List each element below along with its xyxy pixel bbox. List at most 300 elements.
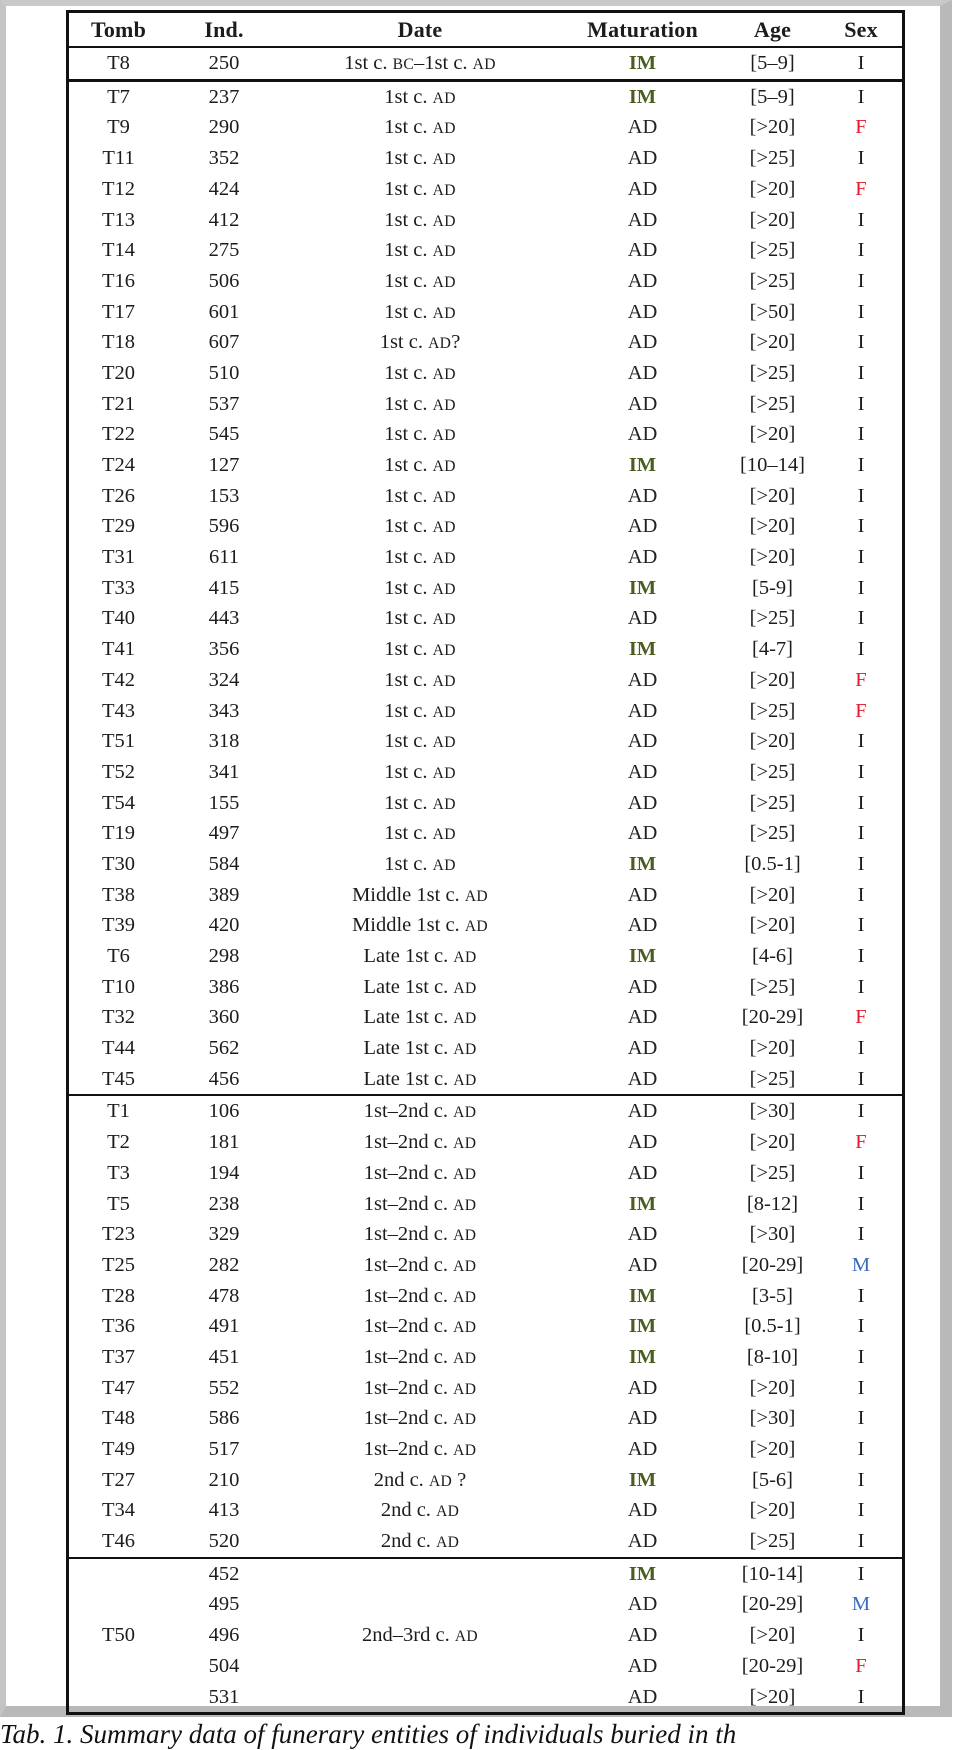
tomb-cell: T41: [101, 638, 136, 661]
age-cell: [5–9]: [750, 52, 795, 75]
sex-cell: I: [857, 1468, 865, 1491]
age-cell: [20-29]: [741, 1006, 804, 1029]
date-cell: [280, 1558, 560, 1590]
tomb-cell: T12: [101, 177, 136, 200]
ind-cell: 290: [208, 116, 240, 139]
ind-cell: 386: [208, 975, 240, 998]
table-row: [68, 47, 904, 80]
ind-cell: 510: [208, 361, 240, 384]
maturation-cell: AD: [627, 1161, 658, 1184]
table-row: [68, 1342, 904, 1373]
sex-cell: F: [855, 177, 867, 200]
tomb-cell: T6: [107, 945, 130, 968]
table-row: [68, 573, 904, 604]
table-section-1: [68, 47, 904, 80]
ind-cell: 127: [208, 454, 240, 477]
table-row: [68, 112, 904, 143]
sex-cell: I: [857, 1407, 865, 1430]
maturation-cell: AD: [627, 914, 658, 937]
maturation-cell: AD: [627, 1530, 658, 1553]
table-row: [68, 389, 904, 420]
table-row: [68, 419, 904, 450]
sex-cell: I: [857, 361, 865, 384]
sex-cell: F: [855, 116, 867, 139]
sex-cell: F: [855, 1131, 867, 1154]
date-cell: 1st c. AD: [384, 147, 456, 170]
small-caps-era: AD: [453, 1288, 477, 1306]
maturation-cell: AD: [627, 730, 658, 753]
table-row: [68, 1311, 904, 1342]
tomb-cell: T47: [101, 1376, 136, 1399]
age-cell: [>20]: [749, 730, 796, 753]
table-row: [68, 450, 904, 481]
sex-cell: I: [857, 760, 865, 783]
sex-cell: I: [857, 208, 865, 231]
small-caps-era: AD: [453, 1411, 477, 1429]
table-row: [68, 1127, 904, 1158]
sex-cell: I: [857, 1438, 865, 1461]
date-cell: 1st c. AD: [384, 300, 456, 323]
ind-cell: 584: [208, 852, 240, 875]
small-caps-era: AD: [432, 488, 456, 506]
maturation-cell: IM: [628, 945, 657, 968]
table-row: [68, 235, 904, 266]
age-cell: [>25]: [749, 822, 796, 845]
ind-cell: 415: [208, 576, 240, 599]
date-cell: Late 1st c. AD: [363, 1067, 477, 1090]
tomb-cell: T7: [107, 85, 130, 108]
ind-cell: 586: [208, 1407, 240, 1430]
date-cell: 1st c. AD: [384, 760, 456, 783]
tomb-cell: T2: [107, 1131, 130, 1154]
small-caps-era: AD: [432, 304, 456, 322]
table-row: [68, 80, 904, 112]
maturation-cell: IM: [628, 1284, 657, 1307]
tomb-cell: T18: [101, 331, 136, 354]
ind-cell: 298: [208, 945, 240, 968]
small-caps-era: AD: [453, 1071, 477, 1089]
small-caps-era: AD: [454, 1628, 478, 1646]
maturation-cell: AD: [627, 1253, 658, 1276]
maturation-cell: AD: [627, 116, 658, 139]
ind-cell: 275: [208, 239, 240, 262]
small-caps-era: AD: [432, 826, 456, 844]
sex-cell: I: [857, 607, 865, 630]
age-cell: [>20]: [749, 484, 796, 507]
small-caps-era: AD: [464, 887, 488, 905]
sex-cell: F: [855, 1006, 867, 1029]
small-caps-era: AD: [432, 580, 456, 598]
sex-cell: I: [857, 576, 865, 599]
date-cell: 1st–2nd c. AD: [363, 1284, 477, 1307]
small-caps-era: AD: [453, 1319, 477, 1337]
small-caps-era: AD: [453, 1010, 477, 1028]
sex-cell: I: [857, 883, 865, 906]
ind-cell: 520: [208, 1530, 240, 1553]
sex-cell: I: [857, 239, 865, 262]
ind-cell: 443: [208, 607, 240, 630]
date-cell: [280, 1589, 560, 1620]
table-row: [68, 818, 904, 849]
date-cell: 1st–2nd c. AD: [363, 1161, 477, 1184]
table-row: [68, 174, 904, 205]
tomb-cell: T43: [101, 699, 136, 722]
ind-cell: 496: [208, 1624, 240, 1647]
sex-cell: F: [855, 699, 867, 722]
sex-cell: I: [857, 392, 865, 415]
table-row: [68, 1281, 904, 1312]
ind-cell: 282: [208, 1253, 240, 1276]
table-row: [68, 481, 904, 512]
table-row: [68, 143, 904, 174]
maturation-cell: AD: [627, 546, 658, 569]
small-caps-era: AD: [453, 1227, 477, 1245]
sex-cell: I: [857, 484, 865, 507]
age-cell: [0.5-1]: [744, 1315, 801, 1338]
date-cell: 2nd c. AD: [380, 1499, 460, 1522]
ind-cell: 324: [208, 668, 240, 691]
small-caps-era: AD: [432, 273, 456, 291]
tomb-cell: T29: [101, 515, 136, 538]
tomb-cell: T28: [101, 1284, 136, 1307]
age-cell: [>25]: [749, 1530, 796, 1553]
date-cell: 1st c. AD?: [379, 331, 461, 354]
table-row: [68, 1158, 904, 1189]
column-header-date: Date: [397, 16, 443, 42]
ind-cell: 601: [208, 300, 240, 323]
tomb-cell: T45: [101, 1067, 136, 1090]
age-cell: [>25]: [749, 699, 796, 722]
maturation-cell: AD: [627, 1499, 658, 1522]
maturation-cell: AD: [627, 423, 658, 446]
date-cell: 1st–2nd c. AD: [363, 1100, 477, 1123]
age-cell: [>25]: [749, 239, 796, 262]
table-row: [68, 1465, 904, 1496]
small-caps-era: AD: [453, 949, 477, 967]
sex-cell: I: [857, 1685, 865, 1708]
date-cell: 1st c. AD: [384, 638, 456, 661]
ind-cell: 237: [208, 85, 240, 108]
ind-cell: 412: [208, 208, 240, 231]
date-cell: Late 1st c. AD: [363, 1006, 477, 1029]
small-caps-era: AD: [432, 120, 456, 138]
ind-cell: 607: [208, 331, 240, 354]
maturation-cell: AD: [627, 147, 658, 170]
table-section-2: [68, 80, 904, 1095]
table-header-row: [68, 12, 904, 48]
sex-cell: I: [857, 1624, 865, 1647]
maturation-cell: AD: [627, 331, 658, 354]
sex-cell: I: [857, 454, 865, 477]
ind-cell: 106: [208, 1100, 240, 1123]
table-row: [68, 297, 904, 328]
maturation-cell: AD: [627, 515, 658, 538]
table-row: [68, 1033, 904, 1064]
sex-cell: I: [857, 822, 865, 845]
table-row: [68, 1219, 904, 1250]
small-caps-era: AD: [428, 1472, 453, 1490]
tomb-cell: T14: [101, 239, 136, 262]
maturation-cell: IM: [628, 454, 657, 477]
age-cell: [>30]: [749, 1223, 796, 1246]
tomb-cell: T9: [107, 116, 130, 139]
date-cell: 1st c. AD: [384, 208, 456, 231]
maturation-cell: AD: [627, 668, 658, 691]
age-cell: [20-29]: [741, 1253, 804, 1276]
maturation-cell: AD: [627, 1376, 658, 1399]
maturation-cell: AD: [627, 484, 658, 507]
small-caps-era: AD: [432, 550, 456, 568]
maturation-cell: AD: [627, 822, 658, 845]
tomb-cell: T20: [101, 361, 136, 384]
small-caps-era: AD: [432, 89, 456, 107]
date-cell: 1st c. AD: [384, 822, 456, 845]
maturation-cell: AD: [627, 239, 658, 262]
date-cell: 1st c. AD: [384, 177, 456, 200]
date-cell: 1st–2nd c. AD: [363, 1376, 477, 1399]
tomb-cell: T21: [101, 392, 136, 415]
table-row: [68, 1434, 904, 1465]
table-row: [68, 1651, 904, 1682]
small-caps-era: AD: [432, 151, 456, 169]
ind-cell: 194: [208, 1161, 240, 1184]
maturation-cell: AD: [627, 1067, 658, 1090]
date-cell: Late 1st c. AD: [363, 1037, 477, 1060]
table-row: [68, 880, 904, 911]
tomb-cell: T17: [101, 300, 136, 323]
table-row: [68, 695, 904, 726]
date-cell: Late 1st c. AD: [363, 945, 477, 968]
ind-cell: 491: [208, 1315, 240, 1338]
column-header-sex: Sex: [844, 16, 878, 42]
table-row: [68, 1250, 904, 1281]
table-row: [68, 910, 904, 941]
tomb-cell: [68, 1558, 169, 1590]
table-row: [68, 1373, 904, 1404]
sex-cell: I: [857, 1161, 865, 1184]
date-cell: 1st c. AD: [384, 423, 456, 446]
small-caps-era: AD: [453, 1041, 477, 1059]
tomb-cell: T33: [101, 576, 136, 599]
age-cell: [>20]: [749, 515, 796, 538]
small-caps-era: AD: [453, 1442, 477, 1460]
small-caps-era: AD: [453, 1196, 477, 1214]
small-caps-era: AD: [428, 335, 452, 353]
ind-cell: 506: [208, 269, 240, 292]
ind-cell: 504: [208, 1654, 240, 1677]
date-cell: 1st–2nd c. AD: [363, 1315, 477, 1338]
tomb-cell: T19: [101, 822, 136, 845]
age-cell: [>20]: [749, 546, 796, 569]
table-row: [68, 1620, 904, 1651]
ind-cell: 343: [208, 699, 240, 722]
ind-cell: 360: [208, 1006, 240, 1029]
maturation-cell: AD: [627, 1438, 658, 1461]
date-cell: 1st c. AD: [384, 85, 456, 108]
date-cell: 1st c. AD: [384, 576, 456, 599]
age-cell: [>30]: [749, 1407, 796, 1430]
table-row: [68, 1558, 904, 1590]
date-cell: 1st c. AD: [384, 484, 456, 507]
small-caps-era: AD: [432, 856, 456, 874]
sex-cell: I: [857, 85, 865, 108]
small-caps-era: AD: [432, 611, 456, 629]
date-cell: 1st c. AD: [384, 699, 456, 722]
ind-cell: 250: [208, 52, 240, 75]
small-caps-era: AD: [432, 672, 456, 690]
ind-cell: 341: [208, 760, 240, 783]
age-cell: [>25]: [749, 1161, 796, 1184]
sex-cell: I: [857, 1223, 865, 1246]
tomb-cell: T8: [107, 52, 130, 75]
ind-cell: 352: [208, 147, 240, 170]
ind-cell: 329: [208, 1223, 240, 1246]
tomb-cell: T50: [101, 1624, 136, 1647]
small-caps-era: AD: [432, 365, 456, 383]
table-row: [68, 266, 904, 297]
tomb-cell: [68, 1651, 169, 1682]
age-cell: [>20]: [749, 883, 796, 906]
table-row: [68, 1002, 904, 1033]
small-caps-era: AD: [432, 243, 456, 261]
maturation-cell: AD: [627, 607, 658, 630]
age-cell: [>20]: [749, 331, 796, 354]
tomb-cell: T40: [101, 607, 136, 630]
table-section-4: [68, 1558, 904, 1714]
date-cell: [280, 1651, 560, 1682]
maturation-cell: AD: [627, 392, 658, 415]
age-cell: [>20]: [749, 1499, 796, 1522]
sex-cell: I: [857, 515, 865, 538]
column-header-maturation: Maturation: [587, 16, 698, 42]
age-cell: [5-9]: [752, 576, 793, 599]
ind-cell: 495: [208, 1593, 240, 1616]
sex-cell: I: [857, 52, 865, 75]
column-header-age: Age: [753, 16, 792, 42]
maturation-cell: IM: [628, 1192, 657, 1215]
small-caps-era: AD: [436, 1503, 460, 1521]
date-cell: 1st c. AD: [384, 607, 456, 630]
small-caps-era: AD: [432, 519, 456, 537]
ind-cell: 413: [208, 1499, 240, 1522]
tomb-cell: T5: [107, 1192, 130, 1215]
table-row: [68, 941, 904, 972]
age-cell: [3-5]: [752, 1284, 793, 1307]
age-cell: [20-29]: [741, 1654, 804, 1677]
maturation-cell: AD: [627, 361, 658, 384]
ind-cell: 424: [208, 177, 240, 200]
table-row: [68, 1188, 904, 1219]
sex-cell: I: [857, 791, 865, 814]
table-row: [68, 1589, 904, 1620]
maturation-cell: AD: [627, 760, 658, 783]
small-caps-era: AD: [453, 1257, 477, 1275]
small-caps-era: AD: [432, 212, 456, 230]
small-caps-era: AD: [453, 1104, 477, 1122]
table-caption: Tab. 1. Summary data of funerary entities of individuals buried in th: [0, 1719, 737, 1749]
age-cell: [>25]: [749, 607, 796, 630]
sex-cell: M: [851, 1253, 871, 1276]
date-cell: [280, 1681, 560, 1713]
small-caps-era: BC: [392, 56, 415, 74]
small-caps-era: AD: [432, 458, 456, 476]
sex-cell: I: [857, 1499, 865, 1522]
maturation-cell: AD: [627, 1593, 658, 1616]
sex-cell: I: [857, 1376, 865, 1399]
ind-cell: 596: [208, 515, 240, 538]
maturation-cell: AD: [627, 1131, 658, 1154]
tomb-cell: T52: [101, 760, 136, 783]
ind-cell: 456: [208, 1067, 240, 1090]
tomb-cell: T26: [101, 484, 136, 507]
date-cell: 1st c. AD: [384, 239, 456, 262]
date-cell: 1st–2nd c. AD: [363, 1345, 477, 1368]
date-cell: 1st–2nd c. AD: [363, 1407, 477, 1430]
small-caps-era: AD: [453, 1380, 477, 1398]
tomb-cell: T11: [102, 147, 135, 170]
sex-cell: I: [857, 147, 865, 170]
small-caps-era: AD: [432, 764, 456, 782]
tomb-cell: T54: [101, 791, 136, 814]
small-caps-era: AD: [472, 56, 496, 74]
sex-cell: I: [857, 423, 865, 446]
sex-cell: F: [855, 668, 867, 691]
date-cell: 1st c. AD: [384, 454, 456, 477]
age-cell: [>20]: [749, 116, 796, 139]
ind-cell: 238: [208, 1192, 240, 1215]
table-row: [68, 849, 904, 880]
maturation-cell: AD: [627, 883, 658, 906]
age-cell: [10–14]: [740, 454, 805, 477]
small-caps-era: AD: [432, 703, 456, 721]
age-cell: [>20]: [749, 1037, 796, 1060]
tomb-cell: T23: [101, 1223, 136, 1246]
date-cell: Middle 1st c. AD: [352, 883, 488, 906]
table-section-3: [68, 1095, 904, 1557]
date-cell: 1st c. AD: [384, 852, 456, 875]
tomb-cell: [68, 1589, 169, 1620]
sex-cell: I: [857, 1192, 865, 1215]
maturation-cell: AD: [627, 1624, 658, 1647]
table-row: [68, 358, 904, 389]
small-caps-era: AD: [432, 396, 456, 414]
maturation-cell: AD: [627, 1223, 658, 1246]
sex-cell: I: [857, 852, 865, 875]
maturation-cell: AD: [627, 1006, 658, 1029]
date-cell: Late 1st c. AD: [363, 975, 477, 998]
maturation-cell: IM: [628, 85, 657, 108]
tomb-cell: T49: [101, 1438, 136, 1461]
age-cell: [20-29]: [741, 1593, 804, 1616]
sex-cell: I: [857, 1530, 865, 1553]
tomb-cell: T10: [101, 975, 136, 998]
tomb-cell: T31: [101, 546, 136, 569]
date-cell: 2nd c. AD ?: [373, 1468, 467, 1491]
tomb-cell: T3: [107, 1161, 130, 1184]
ind-cell: 420: [208, 914, 240, 937]
ind-cell: 451: [208, 1345, 240, 1368]
maturation-cell: AD: [627, 269, 658, 292]
ind-cell: 611: [209, 546, 239, 569]
age-cell: [>50]: [749, 300, 796, 323]
age-cell: [>25]: [749, 791, 796, 814]
maturation-cell: IM: [628, 638, 657, 661]
table-row: [68, 972, 904, 1003]
age-cell: [10-14]: [741, 1562, 804, 1585]
tomb-cell: T42: [101, 668, 136, 691]
sex-cell: I: [857, 914, 865, 937]
date-cell: 1st c. AD: [384, 668, 456, 691]
